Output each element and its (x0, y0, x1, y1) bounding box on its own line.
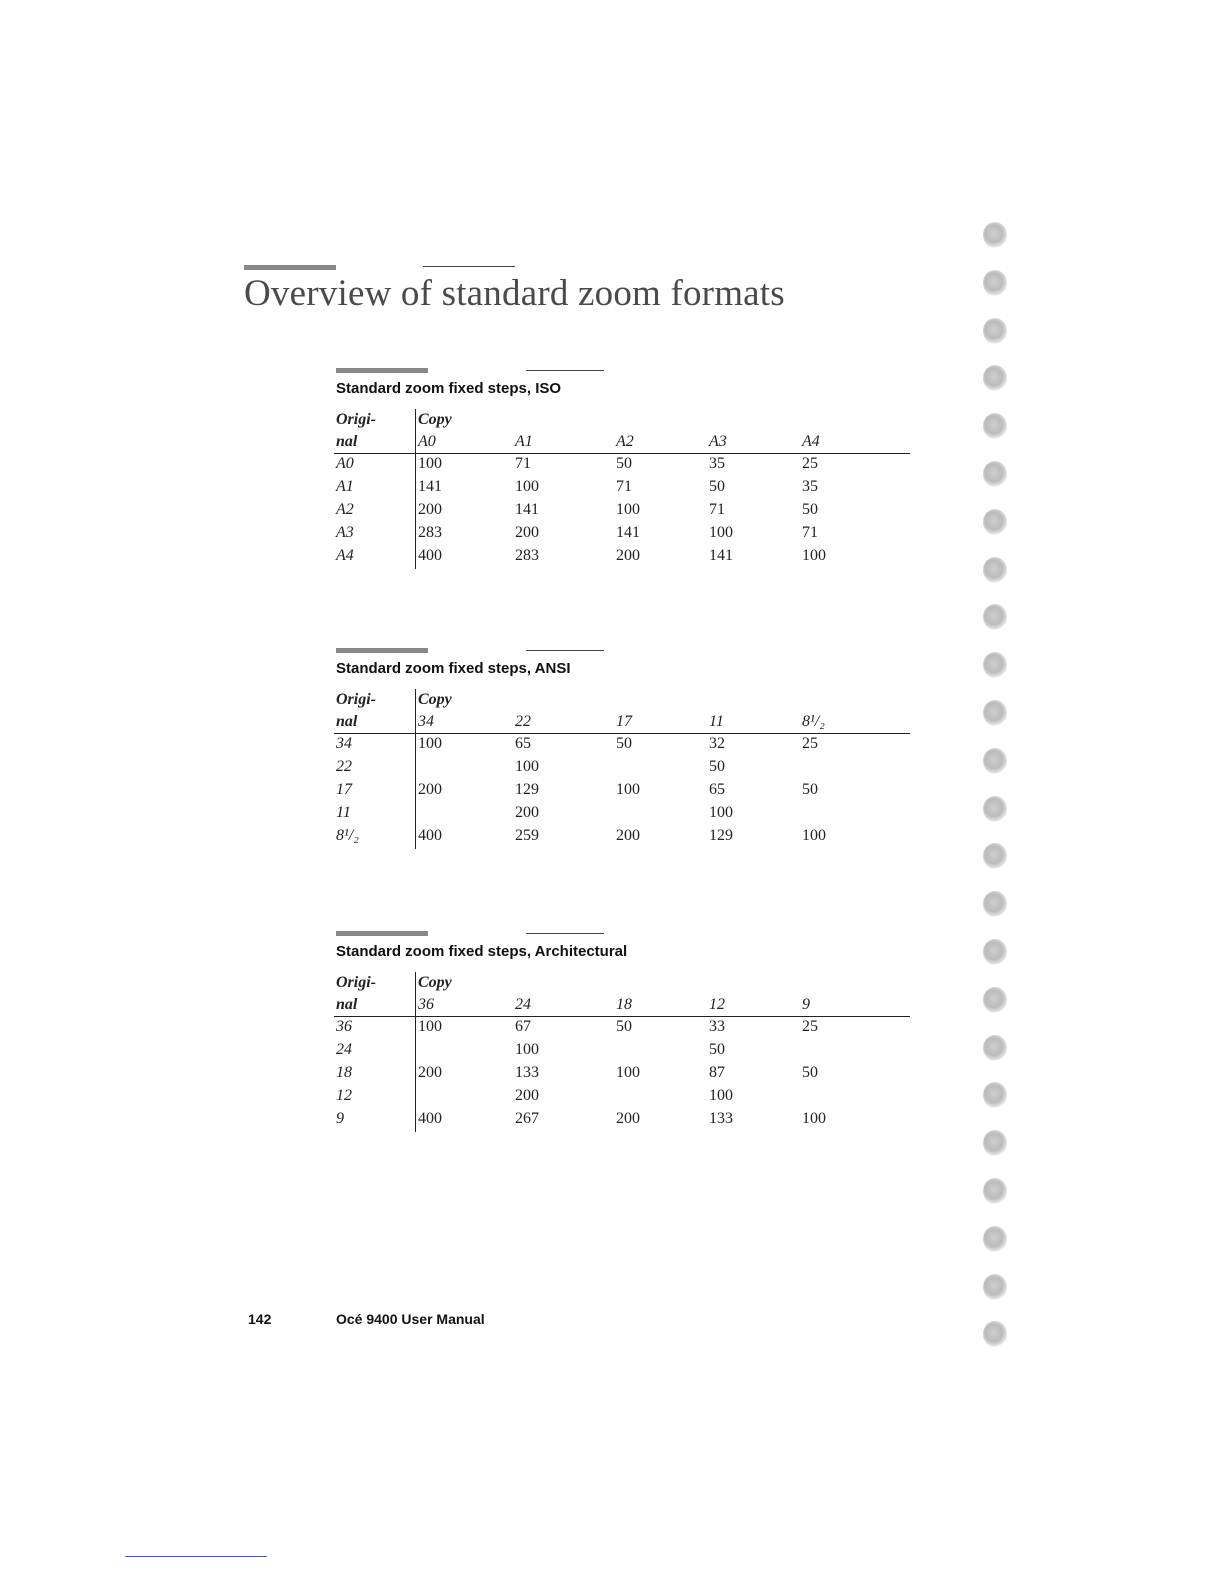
table-cell: 141 (616, 524, 640, 541)
table-cell: 100 (616, 501, 640, 518)
table-cell: 283 (418, 524, 442, 541)
header-row-top (334, 689, 910, 710)
table-cell: 200 (418, 781, 442, 798)
table-cell: 35 (709, 455, 725, 472)
table-row (334, 499, 910, 522)
binder-hole-icon (983, 413, 1007, 439)
table-row (334, 476, 910, 499)
row-label: A4 (336, 547, 354, 564)
table-cell: 100 (515, 758, 539, 775)
table-cell: 50 (709, 758, 725, 775)
row-label: 12 (336, 1087, 352, 1104)
table-cell: 50 (802, 501, 818, 518)
column-header: A4 (802, 433, 820, 450)
column-header: A3 (709, 433, 727, 450)
original-label-bottom: nal (336, 713, 358, 730)
header-row-top (334, 972, 910, 993)
original-label-top: Origi- (336, 691, 376, 708)
table-cell: 200 (616, 1110, 640, 1127)
binder-hole-icon (983, 1178, 1007, 1204)
table-cell: 129 (515, 781, 539, 798)
header-row-bottom (334, 431, 910, 452)
binder-hole-icon (983, 987, 1007, 1013)
zoom-table-section (334, 943, 910, 1143)
table-cell: 71 (802, 524, 818, 541)
page-number: 142 (248, 1311, 272, 1327)
column-header: 24 (515, 996, 531, 1013)
binder-hole-icon (983, 652, 1007, 678)
binder-hole-icon (983, 1130, 1007, 1156)
section-heading: Standard zoom fixed steps, ANSI (336, 660, 571, 677)
table-cell: 129 (709, 827, 733, 844)
row-label: 22 (336, 758, 352, 775)
binder-hole-icon (983, 843, 1007, 869)
table-cell: 67 (515, 1018, 531, 1035)
table-cell: 25 (802, 455, 818, 472)
table-cell: 133 (515, 1064, 539, 1081)
table-cell: 400 (418, 547, 442, 564)
binder-hole-icon (983, 700, 1007, 726)
original-label-bottom: nal (336, 433, 358, 450)
binder-holes (978, 0, 1018, 1584)
row-label: 18 (336, 1064, 352, 1081)
original-label-bottom: nal (336, 996, 358, 1013)
row-label: 24 (336, 1041, 352, 1058)
copy-label: Copy (418, 691, 452, 708)
table-cell: 200 (515, 1087, 539, 1104)
table-row (334, 453, 910, 476)
header-row-bottom (334, 994, 910, 1015)
page-title: Overview of standard zoom formats (244, 273, 785, 314)
table-cell: 50 (802, 781, 818, 798)
table-cell: 100 (802, 547, 826, 564)
section-rule-thick (336, 931, 428, 936)
table-cell: 141 (709, 547, 733, 564)
table-cell: 71 (515, 455, 531, 472)
table-row (334, 1062, 910, 1085)
bottom-rule (125, 1556, 267, 1557)
binder-hole-icon (983, 748, 1007, 774)
column-header: 17 (616, 713, 632, 730)
table-cell: 100 (802, 1110, 826, 1127)
table-cell: 100 (515, 1041, 539, 1058)
column-header: 18 (616, 996, 632, 1013)
table-row (334, 756, 910, 779)
table-cell: 200 (616, 547, 640, 564)
column-header: 22 (515, 713, 531, 730)
binder-hole-icon (983, 1035, 1007, 1061)
copy-label: Copy (418, 974, 452, 991)
table-cell: 100 (616, 1064, 640, 1081)
table-cell: 35 (802, 478, 818, 495)
original-label-top: Origi- (336, 974, 376, 991)
table-cell: 133 (709, 1110, 733, 1127)
table-cell: 100 (802, 827, 826, 844)
table-cell: 100 (709, 804, 733, 821)
table-row (334, 825, 910, 848)
row-label: A1 (336, 478, 354, 495)
binder-hole-icon (983, 796, 1007, 822)
table-cell: 71 (709, 501, 725, 518)
table-cell: 200 (418, 1064, 442, 1081)
table-cell: 100 (418, 1018, 442, 1035)
manual-title: Océ 9400 User Manual (336, 1311, 485, 1327)
binder-hole-icon (983, 222, 1007, 248)
row-label: A3 (336, 524, 354, 541)
column-header: A0 (418, 433, 436, 450)
row-label: A2 (336, 501, 354, 518)
table-cell: 100 (515, 478, 539, 495)
table-row (334, 1108, 910, 1131)
column-header: 8¹/₂ (802, 713, 825, 730)
table-cell: 65 (515, 735, 531, 752)
binder-hole-icon (983, 557, 1007, 583)
table-cell: 141 (515, 501, 539, 518)
binder-hole-icon (983, 365, 1007, 391)
table-row (334, 545, 910, 568)
table-cell: 100 (418, 455, 442, 472)
binder-hole-icon (983, 939, 1007, 965)
table-cell: 25 (802, 1018, 818, 1035)
table-cell: 100 (709, 524, 733, 541)
table-cell: 50 (802, 1064, 818, 1081)
table-cell: 267 (515, 1110, 539, 1127)
table-row (334, 1016, 910, 1039)
row-label: 9 (336, 1110, 344, 1127)
table-cell: 100 (709, 1087, 733, 1104)
table-cell: 50 (709, 1041, 725, 1058)
section-rule-thin (526, 370, 604, 371)
binder-hole-icon (983, 461, 1007, 487)
binder-hole-icon (983, 509, 1007, 535)
binder-hole-icon (983, 1274, 1007, 1300)
row-label: 17 (336, 781, 352, 798)
table-cell: 200 (515, 524, 539, 541)
binder-hole-icon (983, 1082, 1007, 1108)
row-label: 8¹/₂ (336, 827, 359, 844)
table-cell: 259 (515, 827, 539, 844)
table-cell: 50 (616, 455, 632, 472)
column-header: 36 (418, 996, 434, 1013)
table-row (334, 522, 910, 545)
column-header: 34 (418, 713, 434, 730)
table-row (334, 779, 910, 802)
column-header: 12 (709, 996, 725, 1013)
binder-hole-icon (983, 318, 1007, 344)
column-header: 11 (709, 713, 724, 730)
table-cell: 25 (802, 735, 818, 752)
row-label: 11 (336, 804, 351, 821)
table-row (334, 1085, 910, 1108)
table-cell: 50 (616, 735, 632, 752)
table-cell: 50 (709, 478, 725, 495)
column-header: 9 (802, 996, 810, 1013)
table-cell: 400 (418, 827, 442, 844)
row-label: 36 (336, 1018, 352, 1035)
column-header: A1 (515, 433, 533, 450)
title-rule-thick (244, 265, 336, 270)
table-cell: 65 (709, 781, 725, 798)
binder-hole-icon (983, 1321, 1007, 1347)
zoom-table-section (334, 660, 910, 860)
table-cell: 200 (418, 501, 442, 518)
table-row (334, 733, 910, 756)
table-cell: 283 (515, 547, 539, 564)
table-cell: 87 (709, 1064, 725, 1081)
copy-label: Copy (418, 411, 452, 428)
row-label: 34 (336, 735, 352, 752)
table-cell: 33 (709, 1018, 725, 1035)
table-cell: 32 (709, 735, 725, 752)
binder-hole-icon (983, 891, 1007, 917)
header-row-bottom (334, 711, 910, 732)
binder-hole-icon (983, 604, 1007, 630)
table-row (334, 802, 910, 825)
section-rule-thin (526, 650, 604, 651)
table-cell: 71 (616, 478, 632, 495)
section-rule-thick (336, 368, 428, 373)
section-rule-thick (336, 648, 428, 653)
header-row-top (334, 409, 910, 430)
table-cell: 200 (616, 827, 640, 844)
section-heading: Standard zoom fixed steps, ISO (336, 380, 562, 397)
table-cell: 100 (418, 735, 442, 752)
table-row (334, 1039, 910, 1062)
table-cell: 141 (418, 478, 442, 495)
table-cell: 50 (616, 1018, 632, 1035)
row-label: A0 (336, 455, 354, 472)
section-heading: Standard zoom fixed steps, Architectural (336, 943, 628, 960)
binder-hole-icon (983, 270, 1007, 296)
table-cell: 100 (616, 781, 640, 798)
title-rule-thin (423, 266, 515, 267)
original-label-top: Origi- (336, 411, 376, 428)
column-header: A2 (616, 433, 634, 450)
section-rule-thin (526, 933, 604, 934)
table-cell: 400 (418, 1110, 442, 1127)
binder-hole-icon (983, 1226, 1007, 1252)
table-cell: 200 (515, 804, 539, 821)
zoom-table-section (334, 380, 910, 580)
